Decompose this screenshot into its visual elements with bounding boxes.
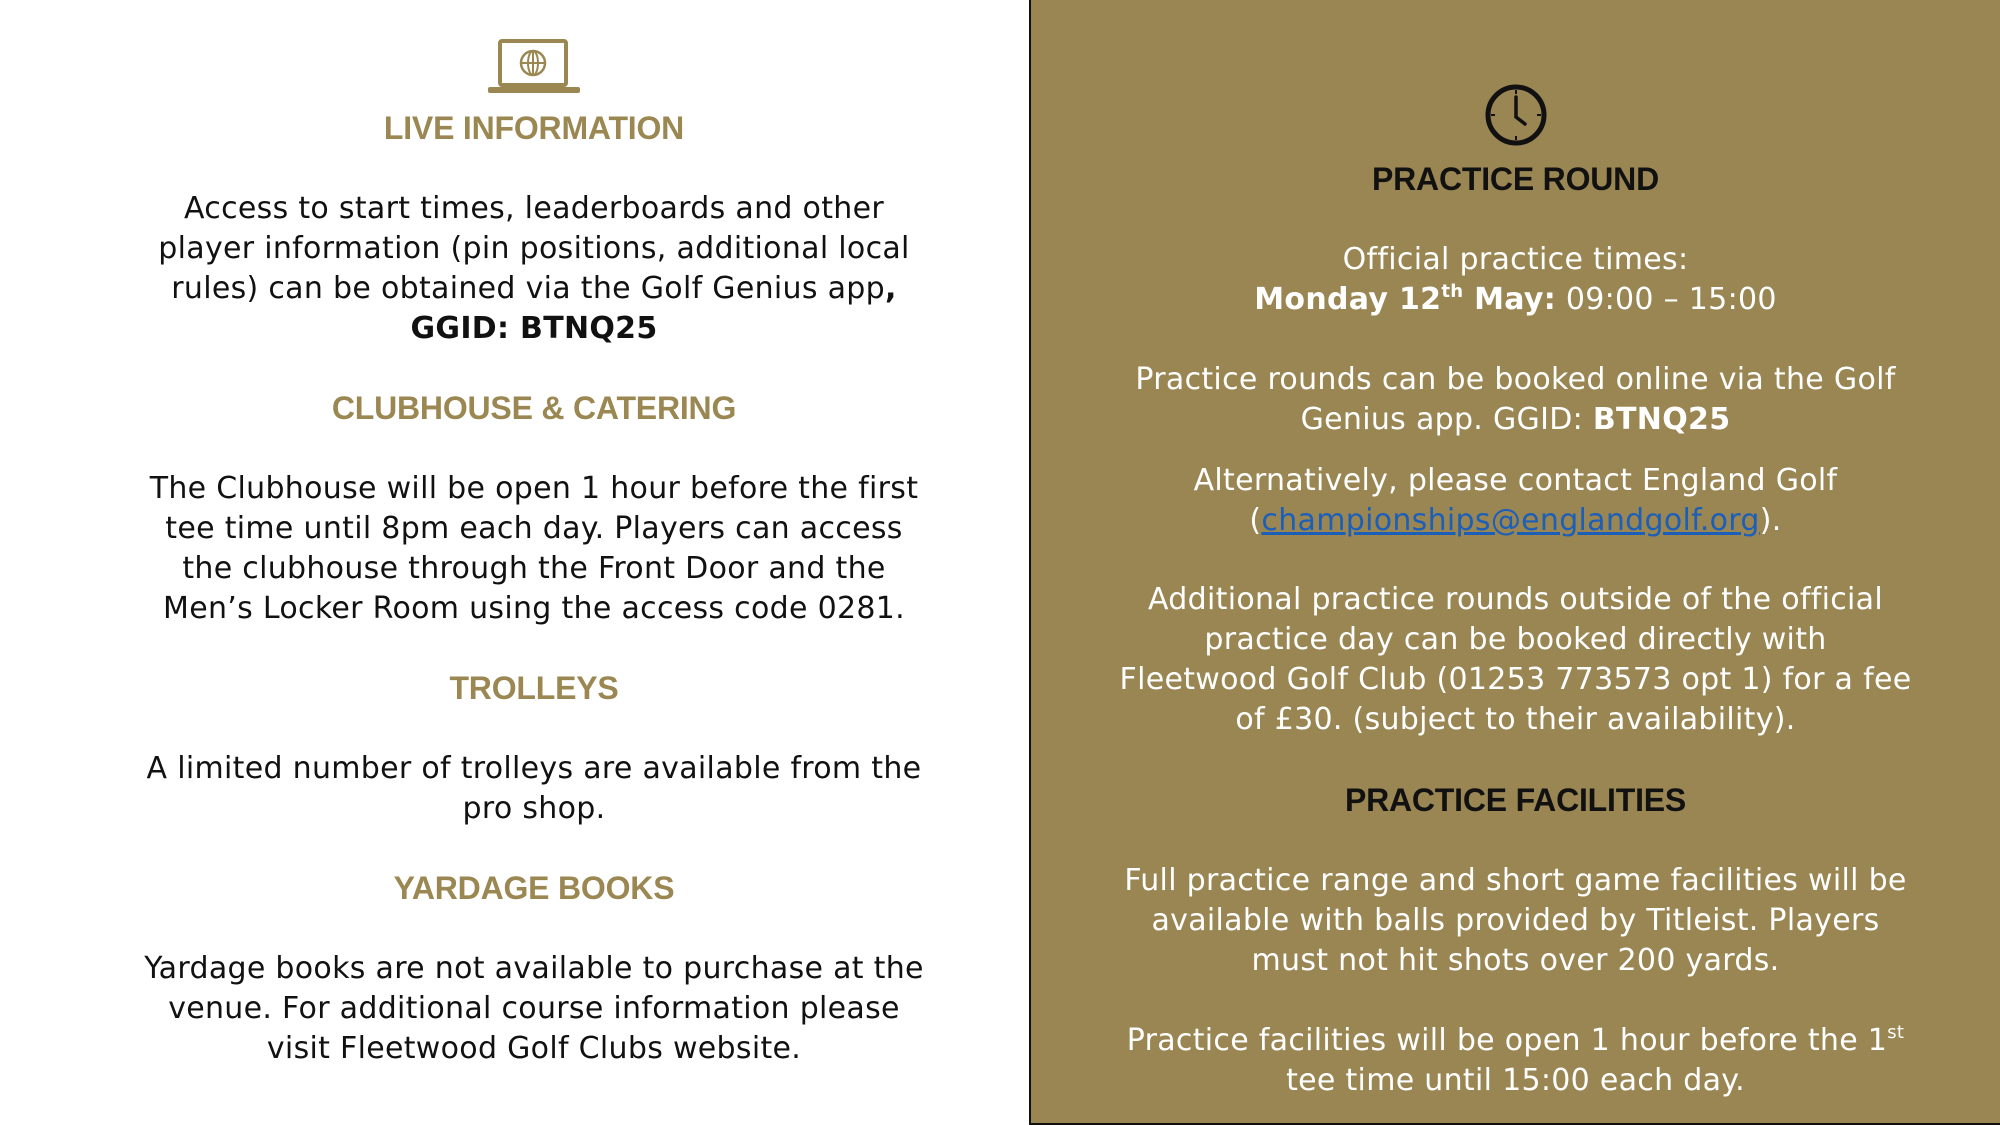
yardage-line: Yardage books are not available to purchase at the — [144, 951, 924, 986]
contact-paragraph — [1031, 461, 2000, 541]
additional-line: practice day can be booked directly with — [1204, 622, 1827, 657]
booking-line2-text: Genius app. GGID: — [1300, 402, 1593, 437]
contact-line: Alternatively, please contact England Golf — [1193, 463, 1838, 498]
live-info-line: Access to start times, leaderboards and other — [184, 191, 884, 226]
live-info-line — [100, 269, 968, 309]
booking-line: Practice rounds can be booked online via the Golf — [1135, 362, 1896, 397]
additional-line: Fleetwood Golf Club (01253 773573 opt 1) for a fee — [1119, 662, 1912, 697]
yardage-heading: YARDAGE BOOKS — [393, 870, 675, 906]
range-line: must not hit shots over 200 yards. — [1251, 943, 1780, 978]
facilities-open-line: tee time until 15:00 each day. — [1286, 1063, 1745, 1098]
range-line: Full practice range and short game facilities will be — [1124, 863, 1907, 898]
practice-facilities-heading: PRACTICE FACILITIES — [1344, 782, 1687, 818]
practice-day-prefix: Monday 12 — [1254, 282, 1442, 317]
left-column — [100, 0, 968, 1125]
yardage-paragraph — [100, 949, 968, 1069]
official-label: Official practice times: — [1342, 242, 1689, 277]
additional-line: of £30. (subject to their availability). — [1235, 702, 1796, 737]
facilities-open-paragraph — [1031, 1021, 2000, 1101]
booking-paragraph — [1031, 360, 2000, 440]
practice-time: 09:00 – 15:00 — [1556, 282, 1777, 317]
live-info-icon-wrap — [100, 38, 968, 100]
contact-close: ). — [1759, 503, 1782, 538]
clubhouse-paragraph — [100, 469, 968, 629]
range-line: available with balls provided by Titleist. Players — [1151, 903, 1880, 938]
yardage-line: venue. For additional course information please — [168, 991, 900, 1026]
facilities-open-line — [1031, 1021, 2000, 1061]
additional-line: Additional practice rounds outside of the official — [1148, 582, 1883, 617]
contact-email-line — [1031, 501, 2000, 541]
live-info-line: player information (pin positions, additional local — [158, 231, 910, 266]
trolleys-paragraph — [100, 749, 968, 829]
live-info-line3-comma: , — [885, 271, 897, 306]
practice-round-heading: PRACTICE ROUND — [1372, 161, 1659, 197]
practice-times-paragraph — [1031, 240, 2000, 320]
practice-day — [1254, 282, 1556, 317]
clubhouse-line: The Clubhouse will be open 1 hour before the first — [149, 471, 919, 506]
yardage-line: visit Fleetwood Golf Clubs website. — [266, 1031, 802, 1066]
laptop-globe-icon — [488, 38, 580, 96]
facilities-open-text: Practice facilities will be open 1 hour before the 1 — [1126, 1023, 1888, 1058]
clubhouse-line: the clubhouse through the Front Door and the — [182, 551, 886, 586]
live-info-paragraph — [100, 189, 968, 349]
championships-email-link[interactable]: championships@englandgolf.org — [1261, 503, 1760, 538]
clubhouse-line: Men’s Locker Room using the access code 0281. — [163, 591, 905, 626]
trolleys-line: pro shop. — [462, 791, 606, 826]
booking-ggid: BTNQ25 — [1592, 402, 1731, 437]
clock-icon — [1484, 83, 1548, 147]
official-times-line — [1031, 280, 2000, 320]
trolleys-line: A limited number of trolleys are available from the — [146, 751, 922, 786]
practice-day-sup: th — [1441, 281, 1464, 302]
trolleys-heading: TROLLEYS — [449, 670, 619, 706]
practice-day-suffix: May: — [1463, 282, 1557, 317]
practice-round-icon-wrap — [1031, 83, 2000, 151]
range-paragraph — [1031, 861, 2000, 981]
live-info-heading: LIVE INFORMATION — [383, 110, 685, 146]
contact-open: ( — [1249, 503, 1262, 538]
live-info-line3-text: rules) can be obtained via the Golf Genius app — [171, 271, 885, 306]
clubhouse-line: tee time until 8pm each day. Players can access — [165, 511, 903, 546]
live-info-ggid: GGID: BTNQ25 — [410, 311, 658, 346]
practice-panel — [1029, 0, 2000, 1125]
clubhouse-heading: CLUBHOUSE & CATERING — [331, 390, 737, 426]
booking-line — [1031, 400, 2000, 440]
facilities-open-sup: st — [1887, 1022, 1905, 1043]
additional-paragraph — [1031, 580, 2000, 740]
